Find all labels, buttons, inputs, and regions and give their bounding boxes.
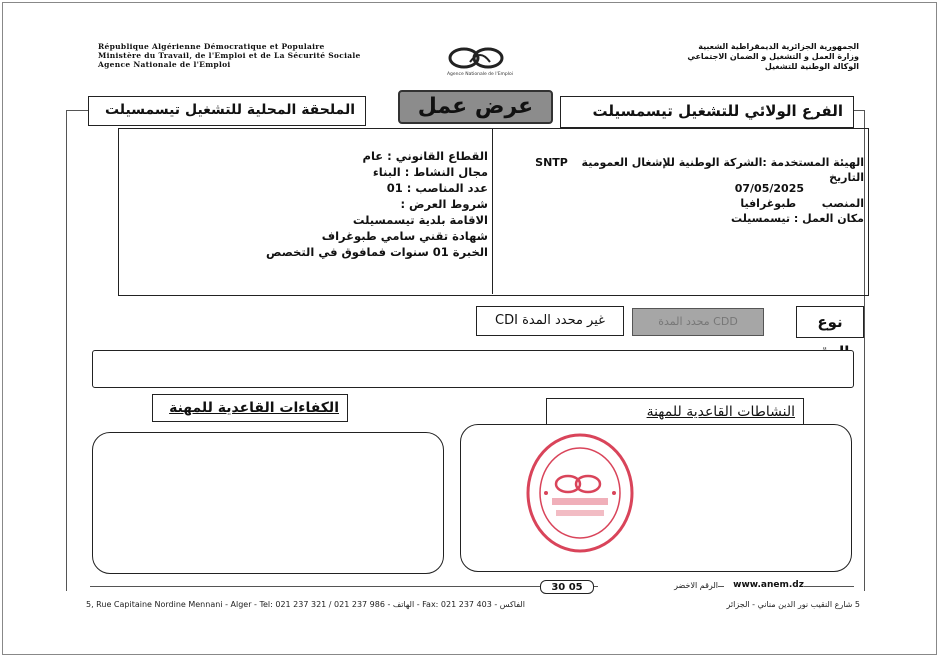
date-value: 07/05/2025 — [734, 182, 804, 195]
offer-conditions-title: شروط العرض : — [400, 197, 488, 211]
green-number-label: الرقم الاخضر — [598, 581, 718, 590]
activities-title: النشاطات القاعدية للمهنة — [546, 398, 804, 426]
form-border-left — [66, 110, 89, 591]
workplace-value: تيسمسيلت — [731, 212, 791, 225]
activities-box — [460, 424, 852, 572]
contract-type-label: نوع — [796, 306, 864, 338]
legal-sector: القطاع القانوني : عام — [362, 149, 488, 163]
condition-diploma: شهادة تقني سامي طبوغراف — [321, 229, 488, 243]
local-annex-tab: الملحقة المحلية للتشغيل تيسمسيلت — [88, 96, 366, 126]
logo-caption: Agence Nationale de l'Emploi — [446, 72, 514, 77]
competencies-title: الكفاءات القاعدية للمهنة — [152, 394, 348, 422]
official-stamp — [524, 432, 636, 554]
header-ar-line-3: الوكالة الوطنية للتشغيل — [764, 62, 859, 71]
positions-count: عدد المناصب : 01 — [386, 181, 488, 195]
workplace-label: مكان العمل : — [793, 212, 864, 225]
date-value-row — [560, 181, 864, 196]
contract-option-cdi: غير محدد المدة CDI — [476, 306, 624, 336]
header-arabic — [559, 42, 859, 72]
employer-code: SNTP — [535, 156, 568, 169]
condition-experience: الخبرة 01 سنوات فمافوق في التخصص — [266, 245, 488, 259]
post-value: طبوغرافيا — [740, 197, 797, 210]
date-label: التاريخ — [829, 171, 864, 184]
header-ar-line-2: وزارة العمل و التشغيل و الضمان الاجتماعي — [687, 52, 859, 61]
offer-conditions — [250, 148, 488, 260]
condition-residence: الاقامة بلدية تيسمسيلت — [352, 213, 488, 227]
header-fr-line-1: République Algérienne Démocratique et Populaire — [98, 42, 325, 51]
post-label: المنصب — [821, 197, 864, 210]
header-ar-line-1: الجمهورية الجزائرية الديمقراطية الشعبية — [698, 42, 859, 51]
employer-label: الهيئة المستخدمة : — [762, 156, 864, 169]
header-french — [98, 42, 418, 69]
green-number: 30 05 — [540, 580, 594, 594]
empty-notes-box — [92, 350, 854, 388]
activity-field: مجال النشاط : البناء — [372, 165, 488, 179]
employer-row — [535, 155, 864, 170]
footer-website: www.anem.dz — [724, 580, 804, 590]
panel-divider — [492, 128, 493, 294]
employer-value: الشركة الوطنية للإشغال العمومية — [581, 156, 763, 169]
header-fr-line-3: Agence Nationale de l'Emploi — [98, 60, 231, 69]
page-title: عرض عمل — [398, 90, 553, 124]
footer-address-fr: 5, Rue Capitaine Nordine Mennani - Alger - Tel: 021 237 321 / 021 237 986 - الهاتف - Fax: 021 237 403 - الفاكس — [86, 600, 525, 609]
workplace-row — [560, 211, 864, 226]
wilaya-branch-tab: الفرع الولائي للتشغيل تيسمسيلت — [560, 96, 854, 128]
post-row — [560, 196, 864, 211]
competencies-box — [92, 432, 444, 574]
footer-address-ar: 5 شارع النقيب نور الدين مناني - الجزائر — [726, 600, 860, 609]
contract-option-cdd: محدد المدة CDD — [632, 308, 764, 336]
employer-info — [535, 155, 864, 226]
header-fr-line-2: Ministère du Travail, de l'Emploi et de La Sécurité Sociale — [98, 51, 361, 60]
